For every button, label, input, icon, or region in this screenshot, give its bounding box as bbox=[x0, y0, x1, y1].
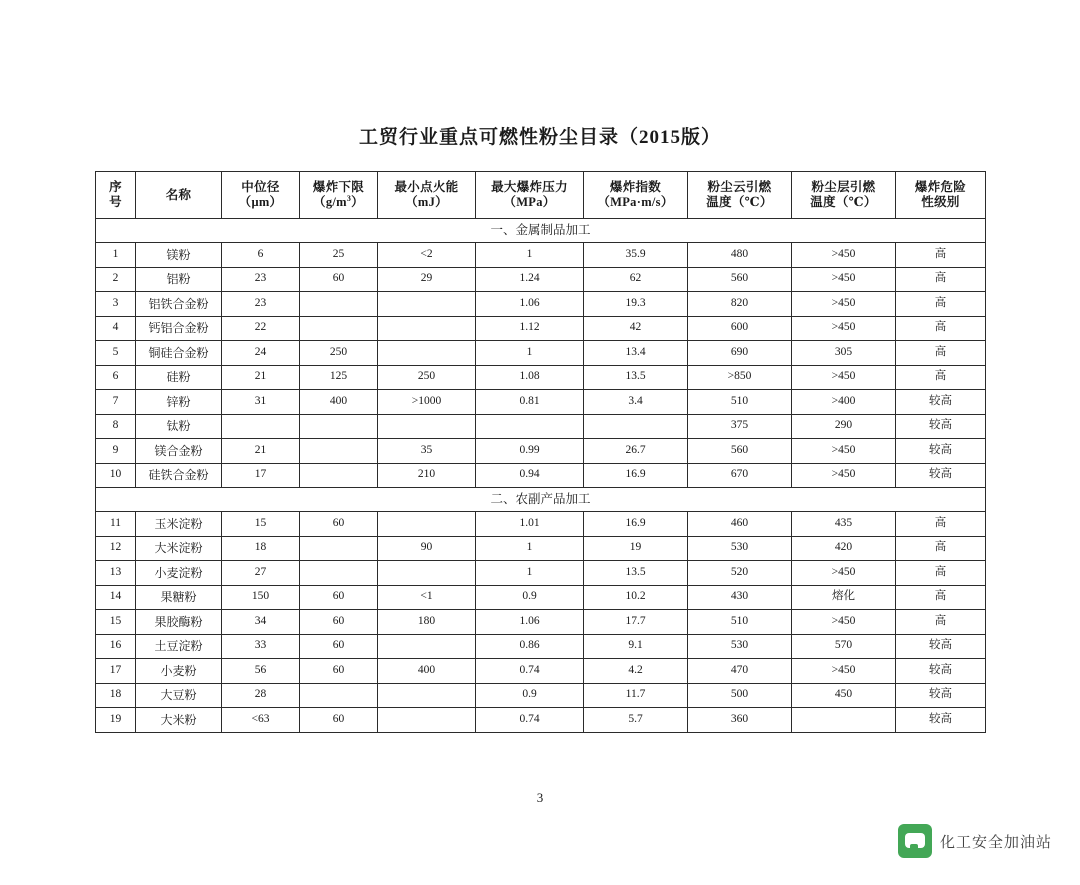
cell-value bbox=[300, 561, 378, 586]
cell-value: >450 bbox=[792, 610, 896, 635]
cell-value: 530 bbox=[688, 634, 792, 659]
column-header-7 bbox=[688, 172, 792, 219]
table-row bbox=[96, 585, 986, 610]
table-row bbox=[96, 561, 986, 586]
cell-value: 19.3 bbox=[584, 292, 688, 317]
cell-value: 较高 bbox=[896, 439, 986, 464]
cell-index: 13 bbox=[96, 561, 136, 586]
cell-value: 1.06 bbox=[476, 610, 584, 635]
cell-value: 17.7 bbox=[584, 610, 688, 635]
cell-index: 3 bbox=[96, 292, 136, 317]
cell-value bbox=[378, 683, 476, 708]
cell-value: 29 bbox=[378, 267, 476, 292]
cell-value bbox=[300, 414, 378, 439]
cell-value: 360 bbox=[688, 708, 792, 733]
column-header-5 bbox=[476, 172, 584, 219]
cell-name: 铝铁合金粉 bbox=[136, 292, 222, 317]
cell-value: 15 bbox=[222, 512, 300, 537]
cell-value: 210 bbox=[378, 463, 476, 488]
cell-value: 4.2 bbox=[584, 659, 688, 684]
cell-value: 670 bbox=[688, 463, 792, 488]
section-label: 二、农副产品加工 bbox=[96, 488, 986, 512]
section-label: 一、金属制品加工 bbox=[96, 219, 986, 243]
column-header-line: 最小点火能 bbox=[394, 180, 459, 195]
cell-value: 560 bbox=[688, 267, 792, 292]
cell-value: 60 bbox=[300, 512, 378, 537]
cell-value: 18 bbox=[222, 536, 300, 561]
cell-value: 13.5 bbox=[584, 365, 688, 390]
column-header-line: 粉尘层引燃 bbox=[811, 180, 876, 195]
cell-index: 1 bbox=[96, 243, 136, 268]
cell-value: >850 bbox=[688, 365, 792, 390]
cell-value: 510 bbox=[688, 390, 792, 415]
table-row bbox=[96, 341, 986, 366]
cell-value: 熔化 bbox=[792, 585, 896, 610]
dust-catalog-table bbox=[95, 171, 986, 733]
cell-value: 26.7 bbox=[584, 439, 688, 464]
cell-value: 470 bbox=[688, 659, 792, 684]
cell-value: 较高 bbox=[896, 683, 986, 708]
cell-value: 高 bbox=[896, 316, 986, 341]
cell-value: 0.81 bbox=[476, 390, 584, 415]
cell-value: 530 bbox=[688, 536, 792, 561]
cell-name: 镁合金粉 bbox=[136, 439, 222, 464]
cell-value: 23 bbox=[222, 292, 300, 317]
cell-value: 1 bbox=[476, 341, 584, 366]
cell-value: 高 bbox=[896, 512, 986, 537]
cell-value: 17 bbox=[222, 463, 300, 488]
table-row bbox=[96, 414, 986, 439]
cell-value: 250 bbox=[300, 341, 378, 366]
cell-index: 8 bbox=[96, 414, 136, 439]
cell-value: 1 bbox=[476, 536, 584, 561]
cell-index: 15 bbox=[96, 610, 136, 635]
cell-value: >450 bbox=[792, 365, 896, 390]
cell-value: 高 bbox=[896, 365, 986, 390]
cell-index: 14 bbox=[96, 585, 136, 610]
watermark bbox=[898, 824, 1052, 858]
watermark-label: 化工安全加油站 bbox=[939, 833, 1052, 851]
cell-value: 21 bbox=[222, 439, 300, 464]
cell-value: 较高 bbox=[896, 659, 986, 684]
cell-value: 305 bbox=[792, 341, 896, 366]
cell-value bbox=[378, 634, 476, 659]
cell-value bbox=[300, 439, 378, 464]
cell-value bbox=[792, 708, 896, 733]
cell-value: 600 bbox=[688, 316, 792, 341]
column-header-line: 粉尘云引燃 bbox=[707, 180, 772, 195]
cell-value: 35 bbox=[378, 439, 476, 464]
cell-value: 高 bbox=[896, 292, 986, 317]
column-header-line: （MPa） bbox=[503, 195, 556, 209]
cell-value: >450 bbox=[792, 463, 896, 488]
column-header-3 bbox=[300, 172, 378, 219]
cell-value: 375 bbox=[688, 414, 792, 439]
cell-value: 150 bbox=[222, 585, 300, 610]
cell-value: 较高 bbox=[896, 708, 986, 733]
cell-value: 56 bbox=[222, 659, 300, 684]
cell-value: 1.08 bbox=[476, 365, 584, 390]
cell-index: 10 bbox=[96, 463, 136, 488]
cell-value: 520 bbox=[688, 561, 792, 586]
cell-name: 钛粉 bbox=[136, 414, 222, 439]
cell-value: 60 bbox=[300, 610, 378, 635]
cell-value: 820 bbox=[688, 292, 792, 317]
cell-value: 28 bbox=[222, 683, 300, 708]
cell-value: 5.7 bbox=[584, 708, 688, 733]
cell-name: 铝粉 bbox=[136, 267, 222, 292]
page-title: 工贸行业重点可燃性粉尘目录（2015版） bbox=[358, 127, 721, 148]
cell-value: 27 bbox=[222, 561, 300, 586]
column-header-line: 温度（℃） bbox=[810, 195, 877, 209]
cell-value: 13.4 bbox=[584, 341, 688, 366]
cell-value: 500 bbox=[688, 683, 792, 708]
cell-value bbox=[378, 341, 476, 366]
cell-value: 60 bbox=[300, 659, 378, 684]
cell-value: 高 bbox=[896, 561, 986, 586]
cell-name: 大米粉 bbox=[136, 708, 222, 733]
column-header-line: 爆炸下限 bbox=[312, 179, 365, 194]
cell-value: 60 bbox=[300, 267, 378, 292]
cell-value: <1 bbox=[378, 585, 476, 610]
table-row bbox=[96, 536, 986, 561]
cell-value: 1.24 bbox=[476, 267, 584, 292]
table-row bbox=[96, 267, 986, 292]
cell-value bbox=[378, 561, 476, 586]
table-header bbox=[96, 172, 986, 219]
table-row bbox=[96, 512, 986, 537]
table-row bbox=[96, 316, 986, 341]
cell-value: 34 bbox=[222, 610, 300, 635]
column-header-line: 中位径 bbox=[241, 180, 280, 195]
cell-value: >450 bbox=[792, 439, 896, 464]
cell-value: 60 bbox=[300, 585, 378, 610]
column-header-line: $(g/m^3)$ bbox=[313, 194, 364, 210]
table-row bbox=[96, 439, 986, 464]
cell-name: 小麦淀粉 bbox=[136, 561, 222, 586]
cell-name: 硅粉 bbox=[136, 365, 222, 390]
cell-value: 180 bbox=[378, 610, 476, 635]
cell-value: 3.4 bbox=[584, 390, 688, 415]
cell-name: 果糖粉 bbox=[136, 585, 222, 610]
cell-value: 0.74 bbox=[476, 659, 584, 684]
cell-value: >400 bbox=[792, 390, 896, 415]
table-row bbox=[96, 610, 986, 635]
cell-value: 90 bbox=[378, 536, 476, 561]
cell-value: 1.01 bbox=[476, 512, 584, 537]
cell-value: >450 bbox=[792, 659, 896, 684]
cell-value bbox=[378, 414, 476, 439]
column-header-8 bbox=[792, 172, 896, 219]
cell-index: 17 bbox=[96, 659, 136, 684]
cell-value bbox=[378, 708, 476, 733]
cell-value: 较高 bbox=[896, 414, 986, 439]
cell-value: 560 bbox=[688, 439, 792, 464]
cell-value bbox=[300, 316, 378, 341]
cell-value: 高 bbox=[896, 536, 986, 561]
cell-value bbox=[378, 512, 476, 537]
cell-value: 1.12 bbox=[476, 316, 584, 341]
cell-value: 22 bbox=[222, 316, 300, 341]
table-body bbox=[96, 219, 986, 733]
column-header-line: 最大爆炸压力 bbox=[491, 180, 568, 195]
cell-value: 0.74 bbox=[476, 708, 584, 733]
cell-index: 4 bbox=[96, 316, 136, 341]
column-header-0 bbox=[96, 172, 136, 219]
column-header-6 bbox=[584, 172, 688, 219]
section-row bbox=[96, 488, 986, 512]
cell-name: 硅铁合金粉 bbox=[136, 463, 222, 488]
cell-name: 钙铝合金粉 bbox=[136, 316, 222, 341]
column-header-9 bbox=[896, 172, 986, 219]
cell-value: 435 bbox=[792, 512, 896, 537]
cell-value bbox=[300, 292, 378, 317]
column-header-line: 号 bbox=[109, 195, 122, 209]
cell-value: 42 bbox=[584, 316, 688, 341]
cell-index: 16 bbox=[96, 634, 136, 659]
cell-index: 18 bbox=[96, 683, 136, 708]
cell-value: >450 bbox=[792, 561, 896, 586]
cell-value: 10.2 bbox=[584, 585, 688, 610]
column-header-line: 序 bbox=[109, 180, 122, 195]
cell-value: >450 bbox=[792, 316, 896, 341]
cell-value bbox=[300, 536, 378, 561]
cell-value: 35.9 bbox=[584, 243, 688, 268]
table-header-row bbox=[96, 172, 986, 219]
cell-name: 大米淀粉 bbox=[136, 536, 222, 561]
cell-value: 1 bbox=[476, 561, 584, 586]
cell-value: 21 bbox=[222, 365, 300, 390]
cell-value: 400 bbox=[300, 390, 378, 415]
wechat-logo-icon bbox=[898, 824, 932, 858]
cell-name: 小麦粉 bbox=[136, 659, 222, 684]
cell-value: 0.9 bbox=[476, 585, 584, 610]
cell-value: 高 bbox=[896, 610, 986, 635]
column-header-line: 温度（℃） bbox=[706, 195, 773, 209]
cell-name: 果胶酶粉 bbox=[136, 610, 222, 635]
column-header-line: （mJ） bbox=[405, 195, 448, 209]
cell-value: 较高 bbox=[896, 463, 986, 488]
cell-value: 24 bbox=[222, 341, 300, 366]
cell-value: 9.1 bbox=[584, 634, 688, 659]
cell-index: 9 bbox=[96, 439, 136, 464]
cell-index: 7 bbox=[96, 390, 136, 415]
cell-value: 430 bbox=[688, 585, 792, 610]
column-header-line: （μm） bbox=[238, 195, 283, 209]
cell-value: >450 bbox=[792, 292, 896, 317]
cell-name: 铜硅合金粉 bbox=[136, 341, 222, 366]
cell-index: 12 bbox=[96, 536, 136, 561]
cell-value: 0.94 bbox=[476, 463, 584, 488]
cell-value: 1 bbox=[476, 243, 584, 268]
cell-value bbox=[300, 463, 378, 488]
cell-value bbox=[378, 292, 476, 317]
table-row bbox=[96, 463, 986, 488]
cell-value: 较高 bbox=[896, 390, 986, 415]
cell-value bbox=[584, 414, 688, 439]
cell-value: 0.9 bbox=[476, 683, 584, 708]
cell-value: 1.06 bbox=[476, 292, 584, 317]
column-header-line: 爆炸危险 bbox=[914, 180, 967, 195]
cell-value: 11.7 bbox=[584, 683, 688, 708]
cell-value: 62 bbox=[584, 267, 688, 292]
cell-value: 33 bbox=[222, 634, 300, 659]
cell-value: <2 bbox=[378, 243, 476, 268]
cell-value: 0.86 bbox=[476, 634, 584, 659]
cell-value: 16.9 bbox=[584, 463, 688, 488]
cell-index: 11 bbox=[96, 512, 136, 537]
table-row bbox=[96, 708, 986, 733]
cell-value: 16.9 bbox=[584, 512, 688, 537]
cell-value: 6 bbox=[222, 243, 300, 268]
cell-value bbox=[222, 414, 300, 439]
cell-value: 420 bbox=[792, 536, 896, 561]
column-header-line: 名称 bbox=[165, 187, 192, 202]
cell-value: >450 bbox=[792, 243, 896, 268]
cell-value: 19 bbox=[584, 536, 688, 561]
dust-catalog-table-wrapper bbox=[95, 171, 985, 733]
table-row bbox=[96, 292, 986, 317]
cell-index: 5 bbox=[96, 341, 136, 366]
column-header-line: 爆炸指数 bbox=[609, 180, 662, 195]
cell-value: 高 bbox=[896, 341, 986, 366]
table-row bbox=[96, 634, 986, 659]
cell-value: 高 bbox=[896, 267, 986, 292]
cell-name: 玉米淀粉 bbox=[136, 512, 222, 537]
column-header-line: （MPa·m/s） bbox=[597, 195, 674, 209]
cell-value: 510 bbox=[688, 610, 792, 635]
cell-name: 锌粉 bbox=[136, 390, 222, 415]
cell-value: 290 bbox=[792, 414, 896, 439]
document-page bbox=[0, 122, 1080, 885]
cell-value: 高 bbox=[896, 585, 986, 610]
table-row bbox=[96, 683, 986, 708]
cell-value: 31 bbox=[222, 390, 300, 415]
cell-value: 高 bbox=[896, 243, 986, 268]
table-row bbox=[96, 365, 986, 390]
page-number: 3 bbox=[536, 790, 544, 805]
cell-index: 19 bbox=[96, 708, 136, 733]
section-row bbox=[96, 219, 986, 243]
cell-value: 450 bbox=[792, 683, 896, 708]
cell-value: 250 bbox=[378, 365, 476, 390]
cell-value: 60 bbox=[300, 634, 378, 659]
cell-index: 6 bbox=[96, 365, 136, 390]
cell-value: <63 bbox=[222, 708, 300, 733]
cell-value: 25 bbox=[300, 243, 378, 268]
table-row bbox=[96, 243, 986, 268]
cell-name: 镁粉 bbox=[136, 243, 222, 268]
cell-value bbox=[476, 414, 584, 439]
cell-value: >450 bbox=[792, 267, 896, 292]
cell-value bbox=[300, 683, 378, 708]
cell-name: 大豆粉 bbox=[136, 683, 222, 708]
cell-name: 土豆淀粉 bbox=[136, 634, 222, 659]
cell-value: 570 bbox=[792, 634, 896, 659]
cell-value: 13.5 bbox=[584, 561, 688, 586]
cell-value: 60 bbox=[300, 708, 378, 733]
column-header-line: 性级别 bbox=[921, 195, 960, 209]
cell-value bbox=[378, 316, 476, 341]
table-row bbox=[96, 659, 986, 684]
column-header-2 bbox=[222, 172, 300, 219]
cell-value: 690 bbox=[688, 341, 792, 366]
column-header-1 bbox=[136, 172, 222, 219]
cell-index: 2 bbox=[96, 267, 136, 292]
cell-value: 400 bbox=[378, 659, 476, 684]
cell-value: 较高 bbox=[896, 634, 986, 659]
cell-value: >1000 bbox=[378, 390, 476, 415]
column-header-4 bbox=[378, 172, 476, 219]
cell-value: 0.99 bbox=[476, 439, 584, 464]
cell-value: 23 bbox=[222, 267, 300, 292]
cell-value: 125 bbox=[300, 365, 378, 390]
cell-value: 480 bbox=[688, 243, 792, 268]
table-row bbox=[96, 390, 986, 415]
cell-value: 460 bbox=[688, 512, 792, 537]
